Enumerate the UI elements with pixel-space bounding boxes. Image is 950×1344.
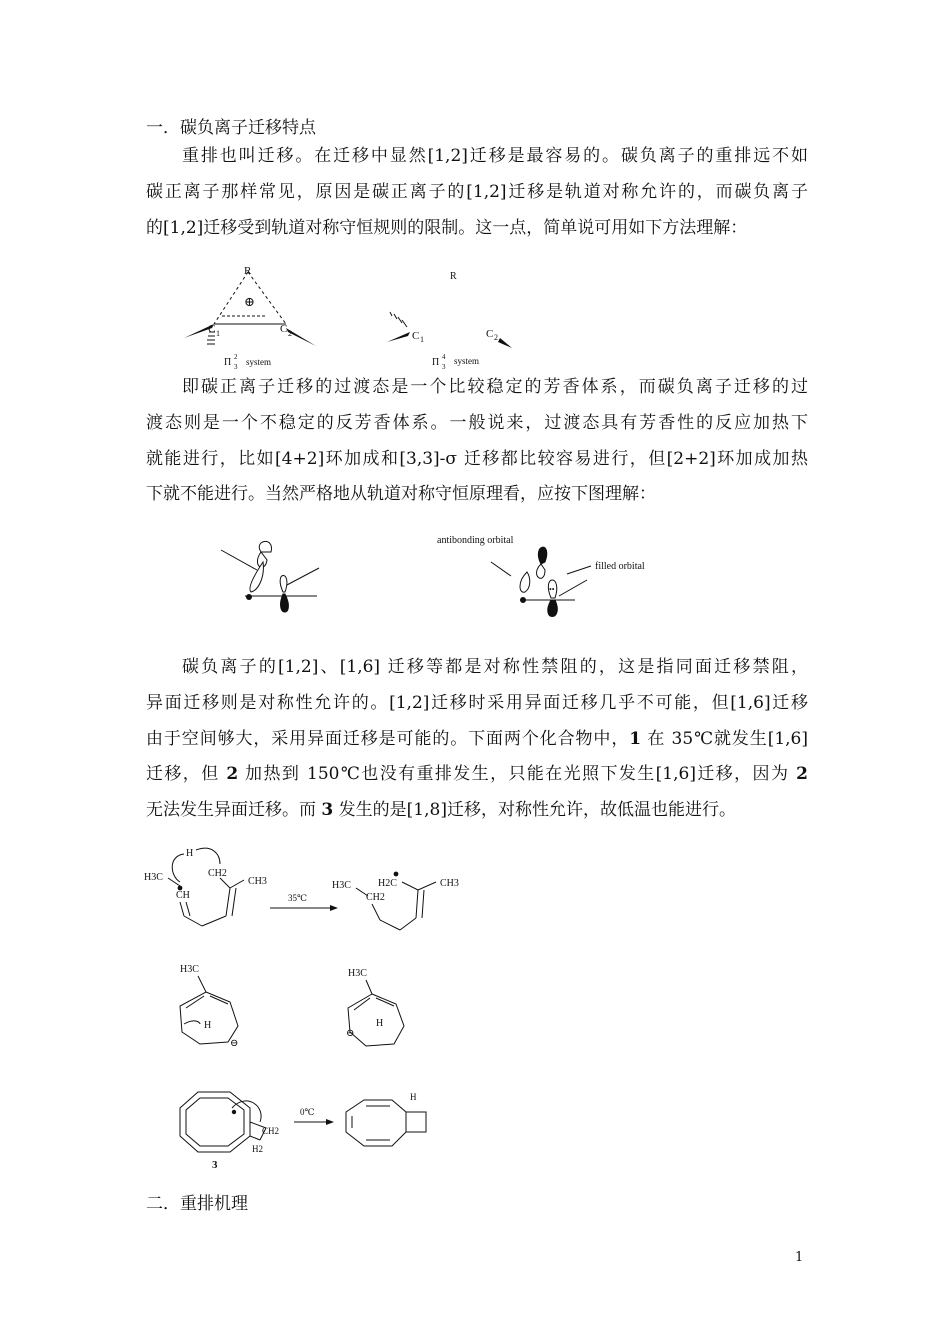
p-h2c-label: H2C [378,878,397,889]
para3-line-1: 碳负离子的[1,2]、[1,6] 迁移等都是对称性禁阻的，这是指同面迁移禁阻， [182,657,808,677]
p-h3c-label-2: H3C [348,968,367,979]
wedge-bond-c2-right [498,338,512,348]
para3-line-3: 由于空间够大，采用异面迁移是可能的。下面两个化合物中，1 在 35℃就发生[1,6] [146,728,808,749]
condition-0c: 0℃ [300,1107,315,1117]
compound-3-label: 3 [212,1159,218,1171]
compound-3-ref: 3 [321,800,334,821]
para1-line-3: 的[1,2]迁移受到轨道对称守恒规则的限制。这一点，简单说可用如下方法理解： [146,217,748,238]
p-h-label-3: H [410,1092,417,1102]
c2-subscript: 2 [288,329,292,338]
r-label-right: R [450,271,457,282]
product-bonds [356,882,436,930]
p-ch3-label: CH3 [440,878,459,889]
figure-orbital-interaction [215,530,675,620]
product-ring-3 [346,1100,426,1146]
scheme-compound-3 [170,1088,450,1178]
p-h3c-label: H3C [332,880,351,891]
section-heading-1: 一．碳负离子迁移特点 [146,118,316,138]
reactant-ring-2 [180,976,238,1044]
svg-text:••: •• [549,585,555,594]
paragraph-2 [146,370,808,513]
r-label: R [244,265,252,277]
para2-line-4: 下就不能进行。当然严格地从轨道对称守恒原理看，应按下图理解： [146,484,656,505]
orbital-diagram-right [437,535,645,617]
product-ring-2 [348,980,404,1046]
para3-line-4: 迁移，但 2 加热到 150℃也没有重排发生，只能在光照下发生[1,6]迁移，因为 2 [146,764,809,785]
h3c-label-2: H3C [180,964,199,975]
h3c-label: H3C [144,872,163,883]
h-label-2: H [204,1020,212,1031]
pi-symbol: Π [224,357,232,368]
scheme-compound-2 [160,960,420,1060]
para3-line-2: 异面迁移则是对称性允许的。[1,2]迁移时采用异面迁移几乎不可能，但[1,6]迁移 [146,692,808,713]
para3-line-5: 无法发生异面迁移。而 3 发生的是[1,8]迁移，对称性允许，故低温也能进行。 [146,800,736,821]
paragraph-3 [146,650,808,829]
compound-1-ref: 1 [629,728,642,749]
pi-symbol-right: Π [432,357,440,368]
para1-line-1: 重排也叫迁移。在迁移中显然[1,2]迁移是最容易的。碳负离子的重排远不如 [182,146,808,166]
c1-label-right: C [412,330,420,342]
system-label: system [246,357,272,367]
scheme-compound-1 [140,842,480,942]
svg-text:⊖: ⊖ [230,1038,239,1049]
c2-subscript-right: 2 [494,333,498,342]
page-number: 1 [795,1250,804,1265]
para1-line-2: 碳正离子那样常见，原因是碳正离子的[1,2]迁移是轨道对称允许的，而碳负离子 [146,181,808,202]
ch3-label: CH3 [248,876,267,887]
h-label: H [186,848,194,859]
p-ch2-label: CH2 [366,892,385,903]
ch-label: CH [176,890,190,901]
condition-35c: 35℃ [288,893,308,903]
c2-label-right: C [486,328,494,340]
ch2-label: CH2 [208,868,227,879]
p-h-label-2: H [376,1018,384,1029]
para2-line-3: 就能进行，比如[4+2]环加成和[3,3]-σ 迁移都比较容易进行，但[2+2]环加成加热 [146,448,808,469]
pi-superscript: 2 [234,353,238,361]
para2-line-2: 渡态则是一个不稳定的反芳香体系。一般说来，过渡态具有芳香性的反应加热下 [146,412,808,433]
paragraph-1 [146,139,808,246]
c1-subscript: 1 [216,329,220,338]
pi-superscript-right: 4 [442,353,446,361]
section-heading-2: 二．重排机理 [146,1194,248,1214]
svg-text:⊖: ⊖ [346,1028,355,1039]
c1-label: C [208,323,216,335]
c2-label: C [280,323,288,335]
figure-cation-anion-shift [170,262,530,377]
h2-label-3: H2 [252,1144,263,1154]
wedge-bond-c1-right [387,332,410,342]
pi-subscript: 3 [234,363,238,371]
pi-subscript-right: 3 [442,363,446,371]
antibonding-orbital-label: antibonding orbital [437,535,514,546]
system-label-right: system [454,356,480,366]
compound-2-ref-b: 2 [796,764,809,785]
reactant-ring-3 [180,1092,266,1152]
filled-orbital-label: filled orbital [595,561,645,572]
ch2-label-3: CH2 [262,1126,280,1136]
c1-subscript-right: 1 [420,335,424,344]
orbital-diagram-left [221,541,319,612]
compound-2-ref: 2 [226,764,239,785]
hashed-bond-c1-right [390,312,407,327]
para2-line-1: 即碳正离子迁移的过渡态是一个比较稳定的芳香体系，而碳负离子迁移的过 [182,377,808,397]
plus-charge: ⊕ [244,294,255,309]
